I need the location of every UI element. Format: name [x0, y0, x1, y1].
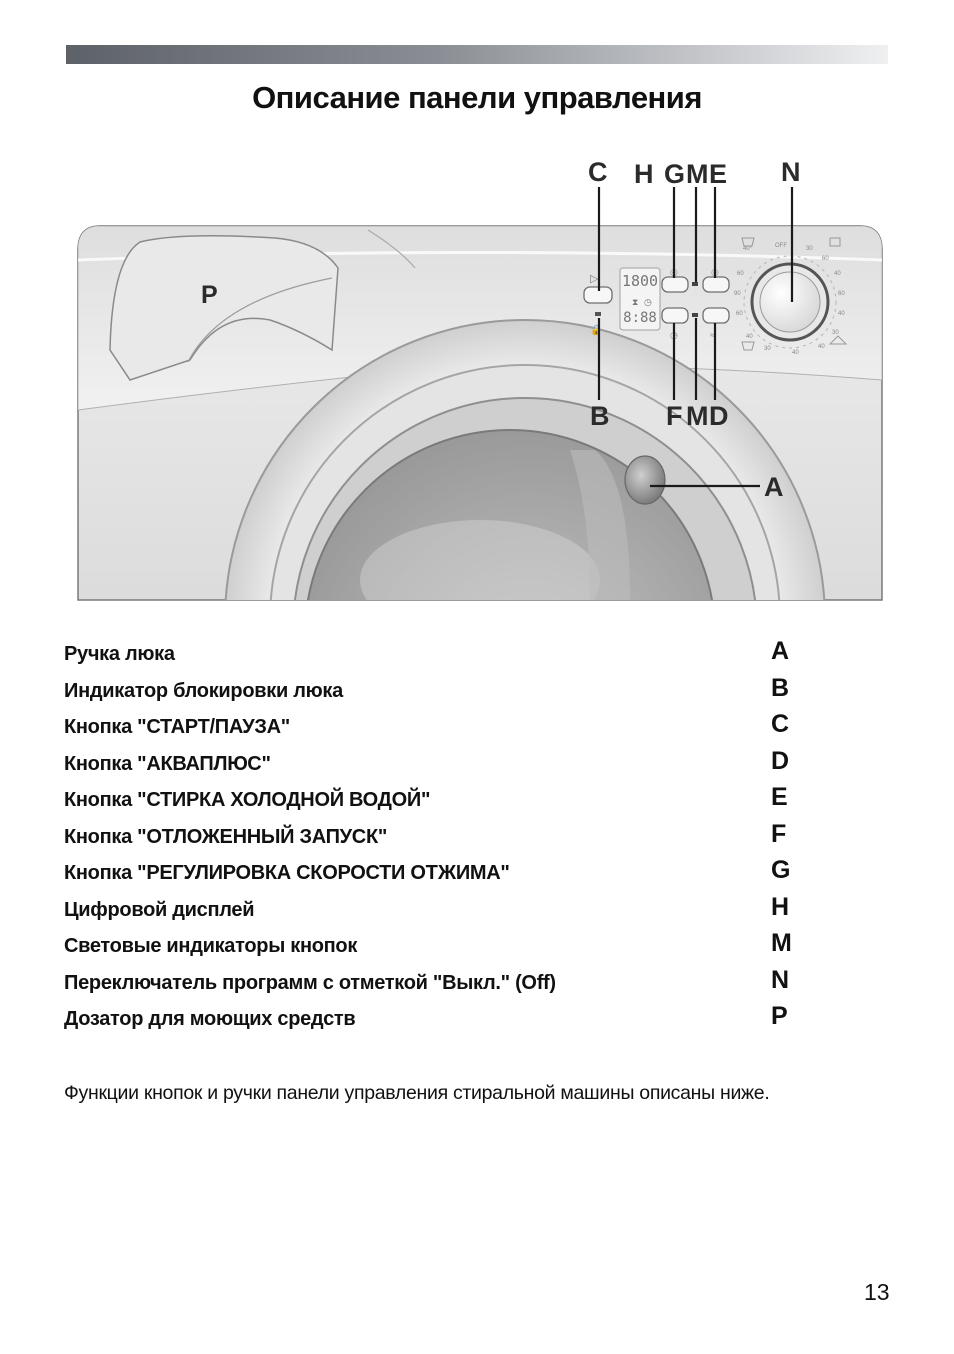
- callout-m: M: [686, 159, 709, 189]
- legend-letter: A: [771, 637, 790, 665]
- legend-letter: D: [771, 746, 790, 775]
- legend-letter: H: [771, 892, 790, 921]
- svg-text:◷: ◷: [670, 330, 678, 340]
- svg-text:30: 30: [764, 346, 771, 352]
- svg-text:90: 90: [734, 291, 741, 297]
- callout-p: P: [201, 281, 218, 309]
- legend-row: [64, 892, 804, 929]
- svg-text:▷: ▷: [590, 273, 599, 285]
- legend-letter: C: [771, 710, 790, 738]
- svg-text:40: 40: [792, 350, 799, 356]
- legend-text: Кнопка "ОТЛОЖЕННЫЙ ЗАПУСК": [64, 825, 388, 848]
- legend-letter: N: [771, 965, 790, 994]
- svg-text:60: 60: [736, 311, 743, 317]
- svg-text:8:88: 8:88: [623, 310, 657, 326]
- legend-letter: G: [771, 856, 791, 884]
- legend-text: Ручка люка: [64, 643, 175, 665]
- svg-text:30: 30: [832, 330, 839, 336]
- svg-text:🔒: 🔒: [590, 325, 603, 336]
- legend-text: Дозатор для моющих средств: [64, 1008, 356, 1030]
- legend-row: [64, 673, 804, 710]
- legend-text: Кнопка "РЕГУЛИРОВКА СКОРОСТИ ОТЖИМА": [64, 862, 510, 884]
- legend-row: [64, 709, 804, 746]
- callout-c: C: [588, 157, 608, 187]
- svg-text:60: 60: [838, 291, 845, 297]
- svg-text:OFF: OFF: [775, 243, 787, 249]
- callout-f: F: [666, 401, 683, 431]
- svg-text:◷: ◷: [644, 297, 652, 307]
- legend-row: [64, 782, 804, 819]
- svg-text:40°: 40°: [743, 246, 753, 252]
- svg-text:30: 30: [806, 246, 813, 252]
- legend-text: Кнопка "СТИРКА ХОЛОДНОЙ ВОДОЙ": [64, 789, 431, 811]
- header-bar: [66, 45, 888, 64]
- svg-text:⧗: ⧗: [632, 297, 639, 307]
- callout-d: D: [709, 401, 729, 431]
- svg-text:40: 40: [818, 344, 825, 350]
- svg-text:40: 40: [746, 334, 753, 340]
- callout-e: E: [709, 159, 728, 189]
- legend-row: [64, 965, 804, 1002]
- page-number: 13: [864, 1279, 890, 1305]
- callout-g: G: [664, 159, 686, 189]
- legend-row: [64, 746, 804, 783]
- svg-text:60: 60: [822, 256, 829, 262]
- legend-row: [64, 928, 804, 965]
- callout-a: A: [764, 472, 784, 502]
- legend-text: Кнопка "СТАРТ/ПАУЗА": [64, 716, 290, 738]
- svg-text:40: 40: [838, 311, 845, 317]
- legend-letter: P: [771, 1002, 788, 1030]
- legend-row: [64, 855, 804, 892]
- legend-letter: M: [771, 929, 792, 957]
- svg-text:◎: ◎: [711, 267, 719, 277]
- svg-text:1800: 1800: [621, 272, 659, 290]
- callout-b: B: [590, 401, 610, 431]
- page-title: Описание панели управления: [252, 80, 702, 115]
- legend-row: [64, 636, 804, 673]
- legend-list: [64, 636, 804, 1038]
- legend-text: Индикатор блокировки люка: [64, 679, 343, 702]
- legend-row: [64, 1001, 804, 1038]
- legend-letter: B: [771, 673, 790, 702]
- callout-m-bottom: M: [686, 401, 709, 431]
- legend-letter: F: [771, 819, 787, 848]
- svg-text:◎: ◎: [670, 267, 678, 277]
- legend-text: Переключатель программ с отметкой "Выкл." (Off): [64, 971, 556, 994]
- footnote: Функции кнопок и ручки панели управления стиральной машины описаны ниже.: [64, 1082, 770, 1104]
- svg-text:≈: ≈: [710, 330, 715, 340]
- legend-text: Кнопка "АКВАПЛЮС": [64, 752, 271, 775]
- callout-h: H: [634, 159, 654, 189]
- svg-text:60: 60: [737, 271, 744, 277]
- legend-row: [64, 819, 804, 856]
- legend-text: Цифровой дисплей: [64, 898, 255, 921]
- svg-text:40: 40: [834, 271, 841, 277]
- legend-text: Световые индикаторы кнопок: [64, 935, 358, 957]
- callout-n: N: [781, 157, 801, 187]
- legend-letter: E: [771, 783, 788, 811]
- control-panel-illustration: [70, 150, 890, 605]
